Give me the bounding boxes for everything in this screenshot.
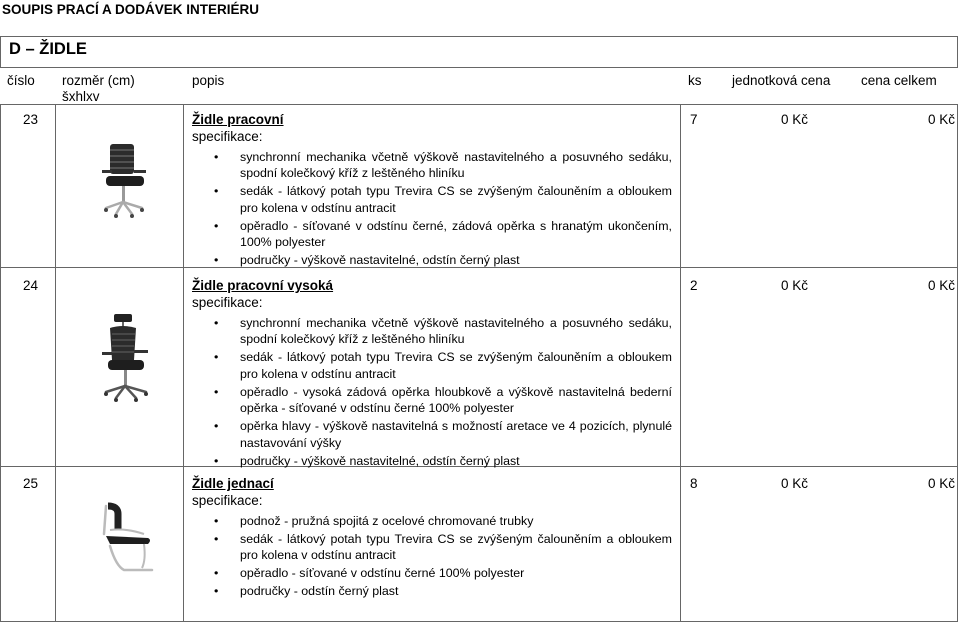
bullet: • (214, 316, 219, 330)
bullet: • (214, 453, 219, 468)
bullet: • (214, 566, 219, 581)
office-chair-image (98, 140, 150, 220)
header-rozmer (62, 73, 135, 105)
item-quantity: 2 (690, 278, 698, 293)
table-top-rule (0, 104, 958, 105)
meeting-chair-image (96, 500, 156, 576)
column-divider-rozmer (183, 105, 184, 622)
item-total-price: 0 Kč (927, 112, 955, 127)
spec-item (192, 418, 672, 451)
header-ks: ks (688, 73, 702, 88)
item-name: Židle pracovní vysoká (192, 278, 334, 293)
bullet: • (214, 218, 219, 233)
column-divider-cislo (55, 105, 56, 622)
bullet: • (214, 532, 219, 546)
spec-text: sedák - látkový potah typu Trevira CS se zvýšeným čalouněním a obloukem pro kolena v odstínu antracit (240, 184, 672, 215)
spec-item (192, 218, 672, 251)
item-description (192, 476, 672, 601)
item-number: 25 (23, 476, 39, 491)
spec-text: opěradlo - vysoká zádová opěrka hloubkově a výškově nastavitelná bederní opěrka - síťované v odstínu černé 100% polyester (240, 384, 672, 416)
section-title: D – ŽIDLE (9, 40, 87, 58)
spec-item (192, 384, 672, 417)
bullet: • (214, 514, 219, 528)
spec-text: opěrka hlavy - výškově nastavitelná s možností aretace ve 4 pozicích, plynulé nastavování výšky (240, 419, 672, 450)
item-unit-price: 0 Kč (780, 476, 808, 491)
item-quantity: 7 (690, 112, 698, 127)
spec-item (192, 149, 672, 182)
section-header (0, 36, 958, 68)
document-title: SOUPIS PRACÍ A DODÁVEK INTERIÉRU (2, 2, 260, 17)
spec-item (192, 349, 672, 382)
spec-text: sedák - látkový potah typu Trevira CS se zvýšeným čalouněním a obloukem pro kolena v odstínu antracit (240, 350, 672, 381)
bullet: • (214, 384, 219, 399)
header-cislo: číslo (7, 73, 35, 88)
spec-text: opěradlo - síťované v odstínu černé, zádová opěrka s hranatým ukončením, 100% polyester (240, 218, 672, 250)
spec-list (192, 513, 672, 600)
spec-item (192, 531, 672, 564)
item-quantity: 8 (690, 476, 698, 491)
header-rozmer-sub: šxhlxv (62, 89, 100, 104)
item-description (192, 112, 672, 270)
spec-text: sedák - látkový potah typu Trevira CS se zvýšeným čalouněním a obloukem pro kolena v odstínu antracit (240, 532, 672, 563)
spec-label: specifikace: (192, 295, 263, 310)
item-number: 24 (23, 278, 39, 293)
spec-list (192, 149, 672, 269)
column-divider-popis (680, 105, 681, 622)
spec-list (192, 315, 672, 469)
bullet: • (214, 253, 219, 268)
spec-text: područky - odstín černý plast (240, 584, 399, 599)
item-total-price: 0 Kč (927, 476, 955, 491)
item-name: Židle pracovní (192, 112, 284, 127)
spec-text: synchronní mechanika včetně výškově nastavitelného a posuvného sedáku, spodní kolečkový kříž z leštěného hliníku (240, 150, 672, 181)
item-total-price: 0 Kč (927, 278, 955, 293)
header-jednotkova-cena: jednotková cena (732, 73, 831, 88)
item-description (192, 278, 672, 471)
spec-item (192, 583, 672, 599)
item-number: 23 (23, 112, 39, 127)
spec-text: područky - výškově nastavitelné, odstín černý plast (240, 253, 520, 268)
high-back-office-chair-image (98, 312, 154, 404)
spec-text: područky - výškově nastavitelné, odstín černý plast (240, 453, 520, 468)
header-cena-celkem: cena celkem (861, 73, 937, 88)
spec-text: opěradlo - síťované v odstínu černé 100% polyester (240, 566, 525, 581)
bullet: • (214, 584, 219, 599)
item-unit-price: 0 Kč (780, 112, 808, 127)
spec-label: specifikace: (192, 129, 263, 144)
spec-text: podnož - pružná spojitá z ocelové chromované trubky (240, 514, 534, 528)
spec-text: synchronní mechanika včetně výškově nastavitelného a posuvného sedáku, spodní kolečkový kříž z leštěného hliníku (240, 316, 672, 347)
spec-label: specifikace: (192, 493, 263, 508)
header-rozmer-label: rozměr (cm) (62, 73, 135, 88)
bullet: • (214, 419, 219, 434)
bullet: • (214, 150, 219, 164)
spec-item (192, 183, 672, 216)
bullet: • (214, 350, 219, 365)
header-popis: popis (192, 73, 225, 88)
spec-item (192, 252, 672, 268)
spec-item (192, 315, 672, 348)
item-name: Židle jednací (192, 476, 274, 491)
bullet: • (214, 184, 219, 199)
spec-item (192, 513, 672, 529)
item-unit-price: 0 Kč (780, 278, 808, 293)
spec-item (192, 453, 672, 469)
spec-item (192, 565, 672, 581)
